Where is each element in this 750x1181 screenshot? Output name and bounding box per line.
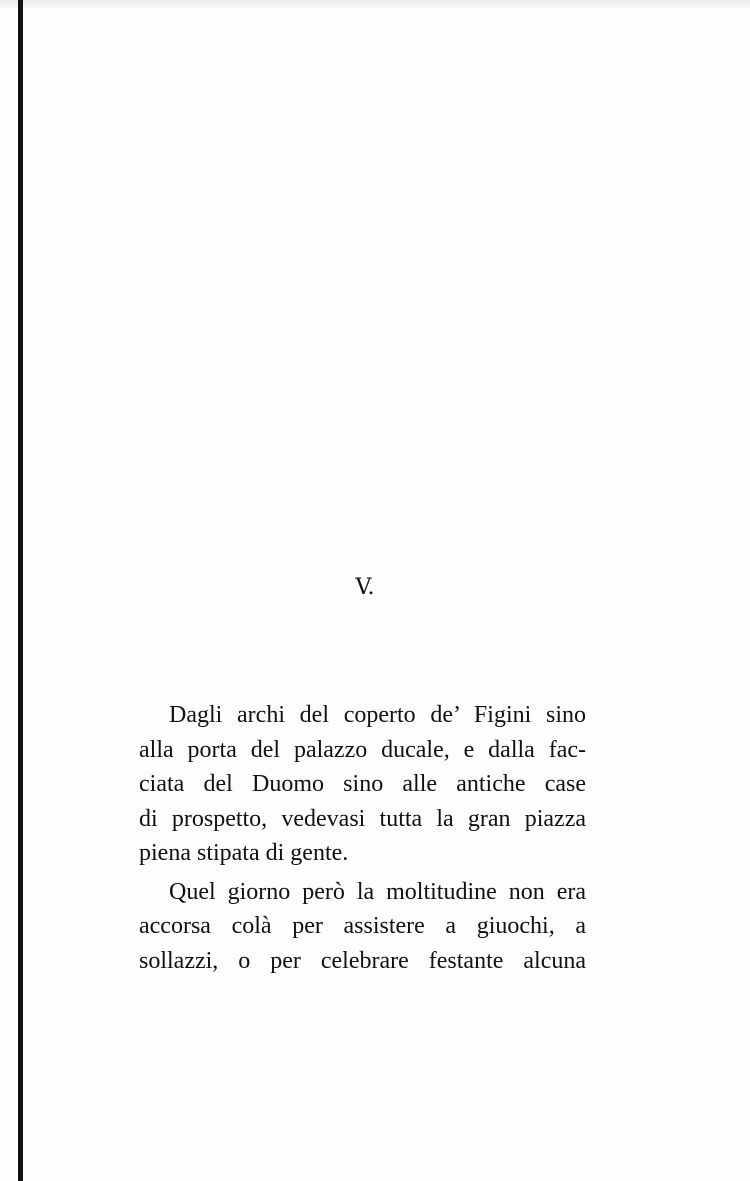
body-text xyxy=(139,698,586,982)
page-top-edge xyxy=(0,0,750,10)
text-line: sollazzi, o per celebrare festante alcuna xyxy=(139,947,586,974)
paragraph-1 xyxy=(139,698,586,871)
text-line: Dagli archi del coperto de’ Figini sino xyxy=(169,702,586,728)
text-line: accorsa colà per assistere a giuochi, a xyxy=(139,913,586,939)
text-line: alla porta del palazzo ducale, e dalla fac- xyxy=(139,736,586,763)
paragraph-2 xyxy=(139,875,586,979)
chapter-number: V. xyxy=(355,575,375,600)
text-line: di prospetto, vedevasi tutta la gran piazza xyxy=(139,805,586,832)
text-line: ciata del Duomo sino alle antiche case xyxy=(139,771,586,797)
text-line: Quel giorno però la moltitudine non era xyxy=(169,878,586,905)
text-line: piena stipata di gente. xyxy=(139,840,349,866)
